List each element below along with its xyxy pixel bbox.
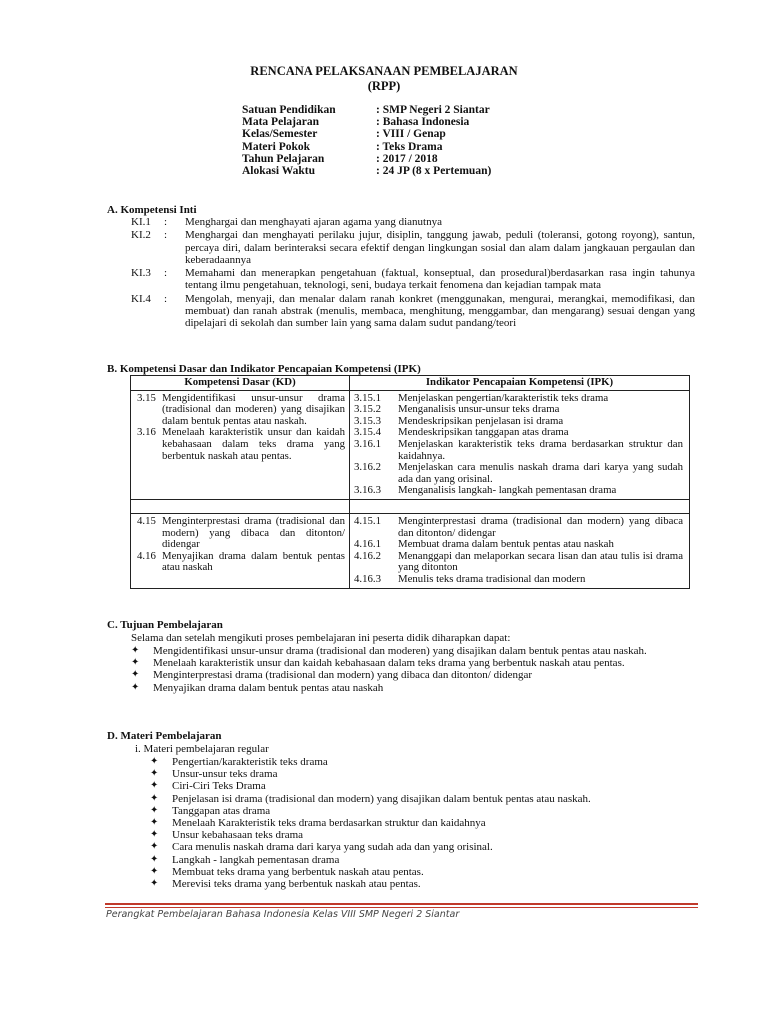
ipk-item — [354, 539, 683, 551]
ipk-text: Menjelaskan pengertian/karakteristik teks drama — [398, 391, 609, 404]
ipk-number: 4.16.3 — [354, 572, 381, 585]
list-item — [150, 866, 695, 878]
kd-text: Menyajikan drama dalam bentuk pentas atau naskah — [162, 549, 345, 574]
ipk-number: 3.15.3 — [354, 414, 381, 427]
spacer-cell — [350, 499, 690, 513]
section-c-heading: C. Tujuan Pembelajaran — [107, 619, 223, 631]
ipk-item — [354, 485, 683, 497]
ipk-number: 3.15.1 — [354, 391, 381, 404]
tujuan-list — [131, 645, 697, 694]
ipk-number: 4.15.1 — [354, 514, 381, 527]
identity-row — [242, 128, 491, 140]
ki-colon: : — [164, 267, 168, 280]
kd-number: 4.15 — [137, 514, 156, 527]
kd-item — [137, 393, 345, 428]
list-item — [131, 682, 697, 694]
kd-number: 4.16 — [137, 549, 156, 562]
list-item-text: Langkah - langkah pementasan drama — [172, 853, 340, 866]
identity-label: Materi Pokok — [242, 140, 311, 153]
kd-ipk-table — [130, 375, 690, 589]
bullet-star-icon: ✦ — [150, 756, 159, 767]
kd-text: Menelaah karakteristik unsur dan kaidah kebahasaan dalam teks drama yang berbentuk naskah atau pentas. — [162, 426, 345, 462]
list-item-text: Menyajikan drama dalam bentuk pentas atau naskah — [153, 681, 384, 694]
ipk-cell — [350, 390, 690, 499]
ipk-item — [354, 516, 683, 539]
materi-subheading: i. Materi pembelajaran regular — [135, 743, 269, 755]
bullet-star-icon: ✦ — [150, 804, 159, 816]
ipk-number: 3.16.1 — [354, 437, 381, 450]
ipk-text: Mendeskripsikan penjelasan isi drama — [398, 414, 564, 427]
bullet-star-icon: ✦ — [150, 878, 159, 890]
ipk-text: Membuat drama dalam bentuk pentas atau naskah — [398, 538, 614, 551]
ipk-item — [354, 551, 683, 574]
kd-text: Menginterprestasi drama (tradisional dan modern) yang dibaca dan ditonton/ didengar — [162, 514, 345, 551]
ipk-number: 3.15.2 — [354, 403, 381, 416]
identity-row — [242, 116, 491, 128]
kompetensi-inti-list — [131, 216, 695, 331]
ipk-number: 3.16.2 — [354, 461, 381, 474]
bullet-star-icon: ✦ — [150, 853, 159, 865]
bullet-star-icon: ✦ — [150, 780, 159, 792]
bullet-star-icon: ✦ — [131, 645, 140, 656]
list-item — [150, 780, 695, 792]
document-title: RENCANA PELAKSANAAN PEMBELAJARAN — [250, 64, 518, 78]
kd-item — [137, 427, 345, 462]
identity-label: Kelas/Semester — [242, 128, 318, 141]
list-item-text: Mengidentifikasi unsur-unsur drama (tradisional dan moderen) yang disajikan dalam bentuk pentas atau naskah. — [153, 645, 647, 657]
bullet-star-icon: ✦ — [131, 669, 140, 681]
ki-colon: : — [164, 229, 168, 242]
list-item — [150, 805, 695, 817]
list-item — [150, 854, 695, 866]
identity-value: : Bahasa Indonesia — [376, 116, 470, 129]
identity-row — [242, 141, 491, 153]
ki-text: Menghargai dan menghayati perilaku jujur, disiplin, tanggung jawab, peduli (toleransi, gotong royong), santun, percaya diri, dalam berinteraksi secara efektif dengan lingkungan sosial dan alam dalam jangkauan pergaulan dan keberadaannya — [185, 229, 695, 266]
ki-item — [131, 267, 695, 292]
list-item — [131, 669, 697, 681]
footer-divider-thin — [105, 907, 698, 908]
list-item — [131, 657, 697, 669]
footer-divider — [105, 903, 698, 905]
section-d-heading: D. Materi Pembelajaran — [107, 730, 222, 742]
ipk-item — [354, 574, 683, 586]
ipk-text: Menjelaskan cara menulis naskah drama dari karya yang sudah ada dan yang orisinal. — [398, 461, 683, 485]
ki-item — [131, 293, 695, 330]
list-item-text: Unsur-unsur teks drama — [172, 768, 278, 781]
list-item — [131, 645, 697, 657]
section-b-heading: B. Kompetensi Dasar dan Indikator Pencapaian Kompetensi (IPK) — [107, 363, 421, 375]
identity-value: : 24 JP (8 x Pertemuan) — [376, 164, 492, 177]
header-ipk: Indikator Pencapaian Kompetensi (IPK) — [350, 376, 690, 391]
identity-row — [242, 165, 491, 177]
list-item-text: Penjelasan isi drama (tradisional dan modern) yang disajikan dalam bentuk pentas atau naskah. — [172, 792, 591, 805]
bullet-star-icon: ✦ — [150, 792, 159, 804]
ipk-number: 3.15.4 — [354, 426, 381, 439]
list-item-text: Unsur kebahasaan teks drama — [172, 829, 304, 842]
table-header-row — [131, 376, 690, 391]
identity-value: : 2017 / 2018 — [376, 152, 438, 165]
list-item — [150, 817, 695, 829]
ipk-text: Mendeskripsikan tanggapan atas drama — [398, 426, 569, 439]
ki-item — [131, 229, 695, 266]
list-item — [150, 756, 695, 768]
bullet-star-icon: ✦ — [150, 829, 159, 841]
ipk-text: Menjelaskan karakteristik teks drama berdasarkan struktur dan kaidahnya. — [398, 437, 683, 462]
identity-row — [242, 153, 491, 165]
ki-code: KI.4 — [131, 292, 151, 305]
list-item-text: Tanggapan atas drama — [172, 804, 271, 817]
kd-number: 3.15 — [137, 391, 156, 404]
list-item-text: Membuat teks drama yang berbentuk naskah atau pentas. — [172, 865, 424, 878]
kd-item — [137, 516, 345, 551]
ipk-text: Menganalisis unsur-unsur teks drama — [398, 403, 560, 416]
page-footer: Perangkat Pembelajaran Bahasa Indonesia Kelas VIII SMP Negeri 2 Siantar — [106, 909, 460, 920]
bullet-star-icon: ✦ — [131, 681, 140, 693]
list-item-text: Menginterprestasi drama (tradisional dan modern) yang dibaca dan ditonton/ didengar — [153, 669, 533, 682]
kd-text: Mengidentifikasi unsur-unsur drama (tradisional dan moderen) yang disajikan dalam bentuk pentas atau naskah. — [162, 391, 345, 427]
ipk-number: 4.16.2 — [354, 549, 381, 562]
list-item — [150, 829, 695, 841]
list-item-text: Merevisi teks drama yang berbentuk naskah atau pentas. — [172, 878, 421, 891]
identity-label: Tahun Pelajaran — [242, 152, 325, 165]
spacer-cell — [131, 499, 350, 513]
ki-item — [131, 216, 695, 228]
list-item-text: Pengertian/karakteristik teks drama — [172, 756, 328, 768]
bullet-star-icon: ✦ — [150, 817, 159, 829]
tujuan-intro: Selama dan setelah mengikuti proses pembelajaran ini peserta didik diharapkan dapat: — [131, 632, 511, 644]
identity-row — [242, 104, 491, 116]
table-row — [131, 513, 690, 588]
list-item-text: Ciri-Ciri Teks Drama — [172, 780, 266, 793]
list-item — [150, 768, 695, 780]
materi-list — [150, 756, 695, 890]
ki-colon: : — [164, 292, 168, 305]
identity-block — [242, 104, 491, 177]
kd-number: 3.16 — [137, 426, 156, 439]
list-item-text: Menelaah karakteristik unsur dan kaidah kebahasaan dalam teks drama yang berbentuk naskah atau pentas. — [153, 657, 625, 670]
ki-code: KI.2 — [131, 229, 151, 242]
list-item — [150, 841, 695, 853]
ipk-text: Menanggapi dan melaporkan secara lisan dan atau tulis isi drama yang ditonton — [398, 549, 683, 574]
table-row — [131, 390, 690, 499]
ipk-item — [354, 439, 683, 462]
bullet-star-icon: ✦ — [131, 657, 140, 669]
ki-text: Memahami dan menerapkan pengetahuan (faktual, konseptual, dan prosedural)berdasarkan rasa ingin tahunya tentang ilmu pengetahuan, teknologi, seni, budaya terkait fenomena dan kejadian tampak mata — [185, 267, 695, 292]
ipk-number: 4.16.1 — [354, 538, 381, 551]
list-item — [150, 793, 695, 805]
ipk-text: Menganalisis langkah- langkah pementasan drama — [398, 484, 617, 497]
ki-code: KI.3 — [131, 267, 151, 280]
ipk-cell — [350, 513, 690, 588]
kd-cell — [131, 513, 350, 588]
kd-cell — [131, 390, 350, 499]
section-a-heading: A. Kompetensi Inti — [107, 204, 197, 216]
ipk-number: 3.16.3 — [354, 484, 381, 497]
identity-value: : SMP Negeri 2 Siantar — [376, 104, 490, 116]
ipk-text: Menginterprestasi drama (tradisional dan modern) yang dibaca dan ditonton/ didengar — [398, 514, 683, 539]
document-subtitle: (RPP) — [367, 79, 401, 93]
identity-label: Satuan Pendidikan — [242, 104, 336, 116]
identity-label: Mata Pelajaran — [242, 116, 319, 129]
ki-code: KI.1 — [131, 216, 151, 228]
identity-label: Alokasi Waktu — [242, 164, 315, 177]
ipk-text: Menulis teks drama tradisional dan modern — [398, 572, 586, 585]
ki-text: Mengolah, menyaji, dan menalar dalam ranah konkret (menggunakan, mengurai, merangkai, memodifikasi, dan membuat) dan ranah abstrak (menulis, membaca, menghitung, menggambar, dan mengarang) sesuai dengan yang dipelajari di sekolah dan sumber lain yang sama dalam sudut pandang/teori — [185, 292, 695, 330]
ipk-item — [354, 462, 683, 485]
list-item-text: Menelaah Karakteristik teks drama berdasarkan struktur dan kaidahnya — [172, 817, 486, 830]
identity-value: : VIII / Genap — [376, 128, 446, 141]
list-item — [150, 878, 695, 890]
identity-value: : Teks Drama — [376, 140, 443, 153]
ki-colon: : — [164, 216, 168, 228]
bullet-star-icon: ✦ — [150, 865, 159, 877]
ki-text: Menghargai dan menghayati ajaran agama yang dianutnya — [185, 216, 442, 228]
bullet-star-icon: ✦ — [150, 841, 159, 853]
table-spacer-row — [131, 499, 690, 513]
kd-item — [137, 551, 345, 574]
header-kd: Kompetensi Dasar (KD) — [131, 376, 350, 391]
bullet-star-icon: ✦ — [150, 768, 159, 780]
list-item-text: Cara menulis naskah drama dari karya yang sudah ada dan yang orisinal. — [172, 841, 493, 854]
